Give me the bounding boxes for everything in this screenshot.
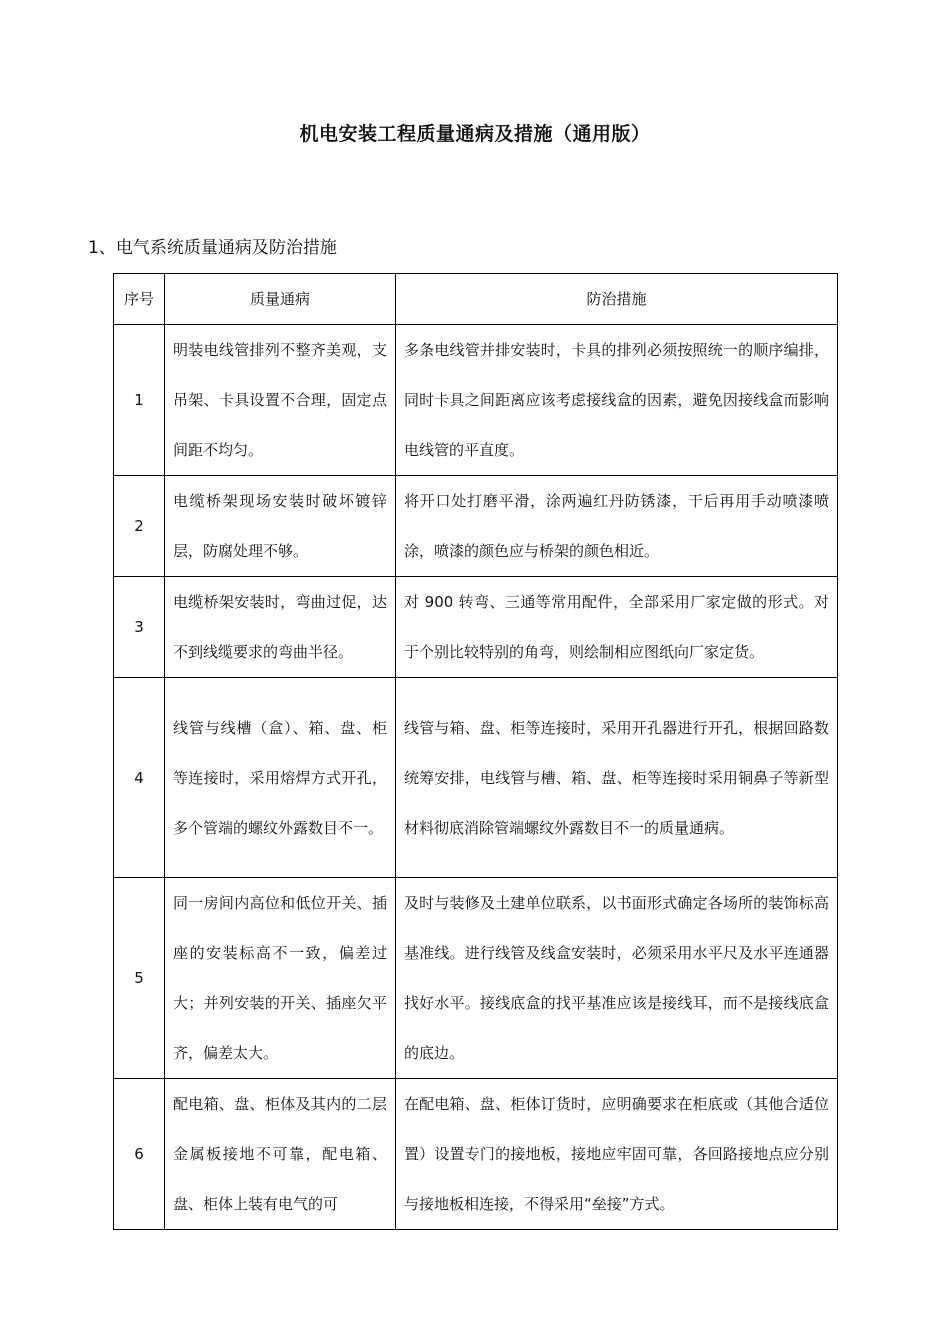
table-row bbox=[114, 678, 838, 878]
quality-issue-cell: 电缆桥架现场安装时破坏镀锌层，防腐处理不够。 bbox=[165, 476, 396, 577]
table-row bbox=[114, 577, 838, 678]
prevention-measure-cell: 在配电箱、盘、柜体订货时，应明确要求在柜底或（其他合适位置）设置专门的接地板，接地应牢固可靠，各回路接地点应分别与接地板相连接，不得采用“垒接”方式。 bbox=[396, 1079, 838, 1230]
table-row bbox=[114, 476, 838, 577]
quality-issue-cell: 电缆桥架安装时，弯曲过促，达不到线缆要求的弯曲半径。 bbox=[165, 577, 396, 678]
table-row bbox=[114, 325, 838, 476]
header-measure: 防治措施 bbox=[396, 274, 838, 325]
prevention-measure-cell: 对 900 转弯、三通等常用配件，全部采用厂家定做的形式。对于个别比较特别的角弯，则绘制相应图纸向厂家定货。 bbox=[396, 577, 838, 678]
row-number: 3 bbox=[114, 577, 165, 678]
quality-issue-cell: 线管与线槽（盒）、箱、盘、柜等连接时，采用熔焊方式开孔，多个管端的螺纹外露数目不一。 bbox=[165, 678, 396, 878]
quality-issue-cell: 同一房间内高位和低位开关、插座的安装标高不一致，偏差过大；并列安装的开关、插座欠平齐，偏差太大。 bbox=[165, 878, 396, 1079]
header-no: 序号 bbox=[114, 274, 165, 325]
header-issue: 质量通病 bbox=[165, 274, 396, 325]
section-heading: 1、电气系统质量通病及防治措施 bbox=[88, 238, 337, 258]
table-header-row bbox=[114, 274, 838, 325]
row-number: 5 bbox=[114, 878, 165, 1079]
quality-issue-cell: 明装电线管排列不整齐美观，支吊架、卡具设置不合理，固定点间距不均匀。 bbox=[165, 325, 396, 476]
prevention-measure-cell: 线管与箱、盘、柜等连接时，采用开孔器进行开孔，根据回路数统筹安排，电线管与槽、箱、盘、柜等连接时采用铜鼻子等新型材料彻底消除管端螺纹外露数目不一的质量通病。 bbox=[396, 678, 838, 878]
row-number: 1 bbox=[114, 325, 165, 476]
row-number: 2 bbox=[114, 476, 165, 577]
prevention-measure-cell: 及时与装修及土建单位联系，以书面形式确定各场所的装饰标高基准线。进行线管及线盒安装时，必须采用水平尺及水平连通器找好水平。接线底盒的找平基准应该是接线耳，而不是接线底盒的底边。 bbox=[396, 878, 838, 1079]
table-row bbox=[114, 1079, 838, 1230]
quality-issue-cell: 配电箱、盘、柜体及其内的二层金属板接地不可靠，配电箱、盘、柜体上装有电气的可 bbox=[165, 1079, 396, 1230]
row-number: 6 bbox=[114, 1079, 165, 1230]
prevention-measure-cell: 多条电线管并排安装时，卡具的排列必须按照统一的顺序编排，同时卡具之间距离应该考虑接线盒的因素，避免因接线盒而影响电线管的平直度。 bbox=[396, 325, 838, 476]
row-number: 4 bbox=[114, 678, 165, 878]
prevention-measure-cell: 将开口处打磨平滑，涂两遍红丹防锈漆，干后再用手动喷漆喷涂，喷漆的颜色应与桥架的颜色相近。 bbox=[396, 476, 838, 577]
document-title: 机电安装工程质量通病及措施（通用版） bbox=[299, 123, 651, 145]
quality-issues-table bbox=[113, 273, 838, 1230]
table-row bbox=[114, 878, 838, 1079]
